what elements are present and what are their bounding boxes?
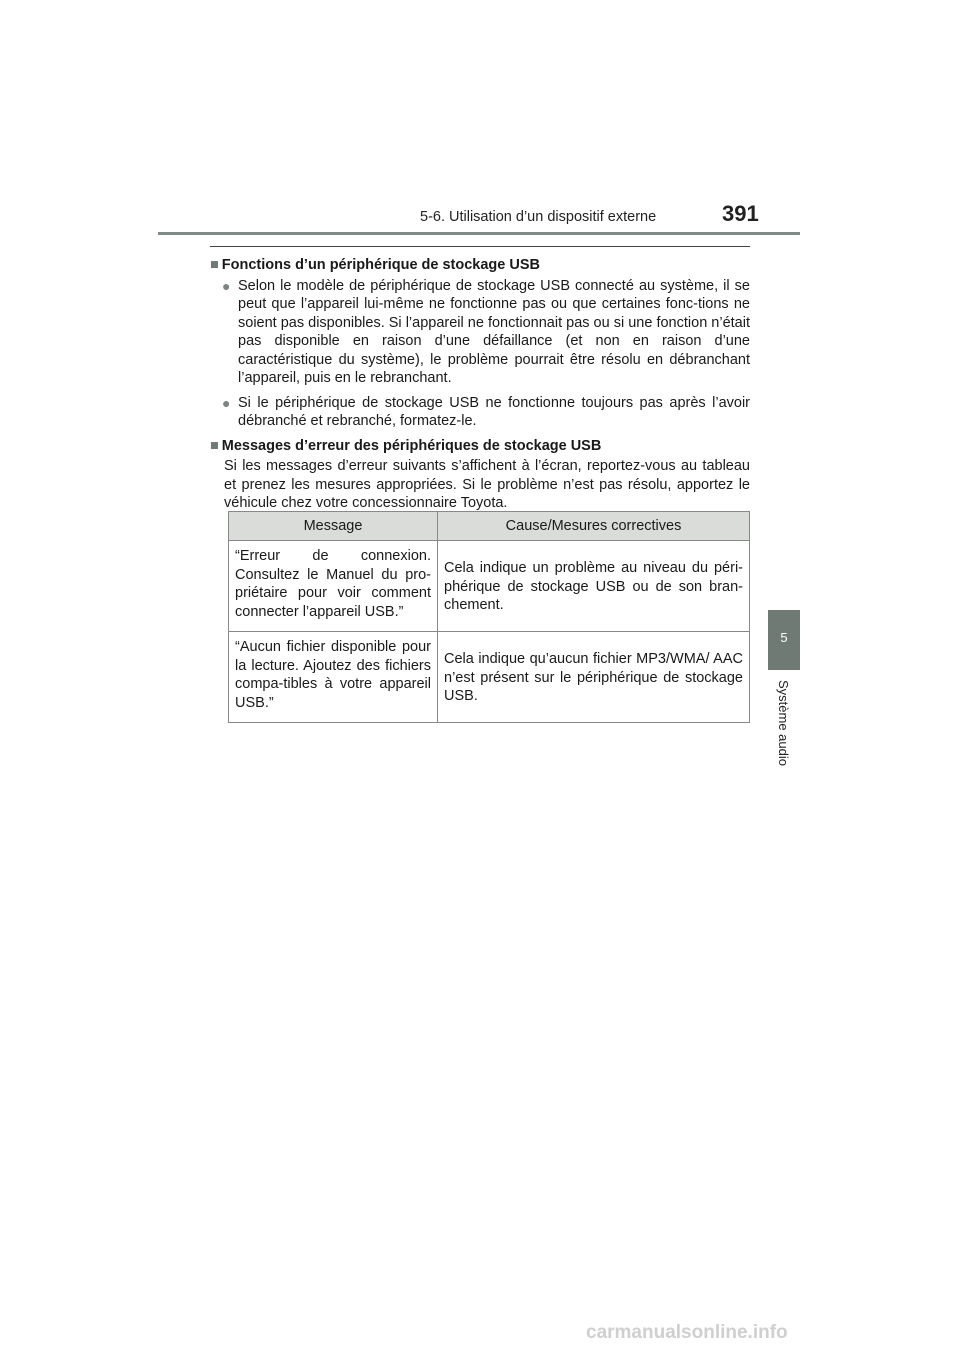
list-item: ● Selon le modèle de périphérique de stockage USB connecté au système, il se peut que l’appareil lui-même ne fonctionne pas ou que certaines fonc-tions ne soient pas disponibles. Si l’appareil ne fonctionnait pas ou si une fonction n’était pas disponible en raison d’une défaillance (et non en raison d’une caractéristique du système), le problème pourrait être résolu en débranchant l’appareil, puis en le rebranchant. [222, 277, 750, 386]
square-bullet-icon: ■ [210, 437, 219, 454]
cause-cell: Cela indique un problème au niveau du péri-phérique de stockage USB ou de son bran-chement. [438, 541, 750, 632]
circle-bullet-icon: ● [222, 277, 231, 294]
column-header-message: Message [229, 512, 438, 541]
table-row [229, 632, 750, 723]
watermark: carmanualsonline.info [586, 1322, 788, 1343]
table-header-row [229, 512, 750, 541]
message-cell: “Aucun fichier disponible pour la lecture. Ajoutez des fichiers compa-tibles à votre appareil USB.” [229, 632, 438, 723]
page-content [210, 256, 750, 523]
section-rule [210, 246, 750, 247]
chapter-label: Système audio [776, 680, 791, 766]
message-cell: “Erreur de connexion. Consultez le Manuel du pro-priétaire pour voir comment connecter l’appareil USB.” [229, 541, 438, 632]
error-message-table [228, 511, 750, 723]
intro-paragraph: Si les messages d’erreur suivants s’affichent à l’écran, reportez-vous au tableau et prenez les mesures appropriées. Si le problème n’est pas résolu, apportez le véhicule chez votre concessionnaire Toyota. [224, 458, 750, 511]
chapter-tab: 5 [768, 610, 800, 670]
cause-cell: Cela indique qu’aucun fichier MP3/WMA/ AAC n’est présent sur le périphérique de stockage USB. [438, 632, 750, 723]
list-item: ● Si le périphérique de stockage USB ne fonctionne toujours pas après l’avoir débranché et rebranché, formatez-le. [222, 394, 750, 429]
square-bullet-icon: ■ [210, 257, 219, 273]
section-heading-error-messages: ■ Messages d’erreur des périphériques de stockage USB [210, 437, 602, 454]
section-heading-usb-functions: ■ Fonctions d’un périphérique de stockage USB [210, 257, 541, 273]
running-header-section: 5-6. Utilisation d’un dispositif externe [420, 209, 657, 225]
circle-bullet-icon: ● [222, 394, 231, 411]
page-number: 391 [722, 201, 759, 226]
header-rule [158, 232, 800, 235]
table-row [229, 541, 750, 632]
column-header-cause: Cause/Mesures correctives [438, 512, 750, 541]
